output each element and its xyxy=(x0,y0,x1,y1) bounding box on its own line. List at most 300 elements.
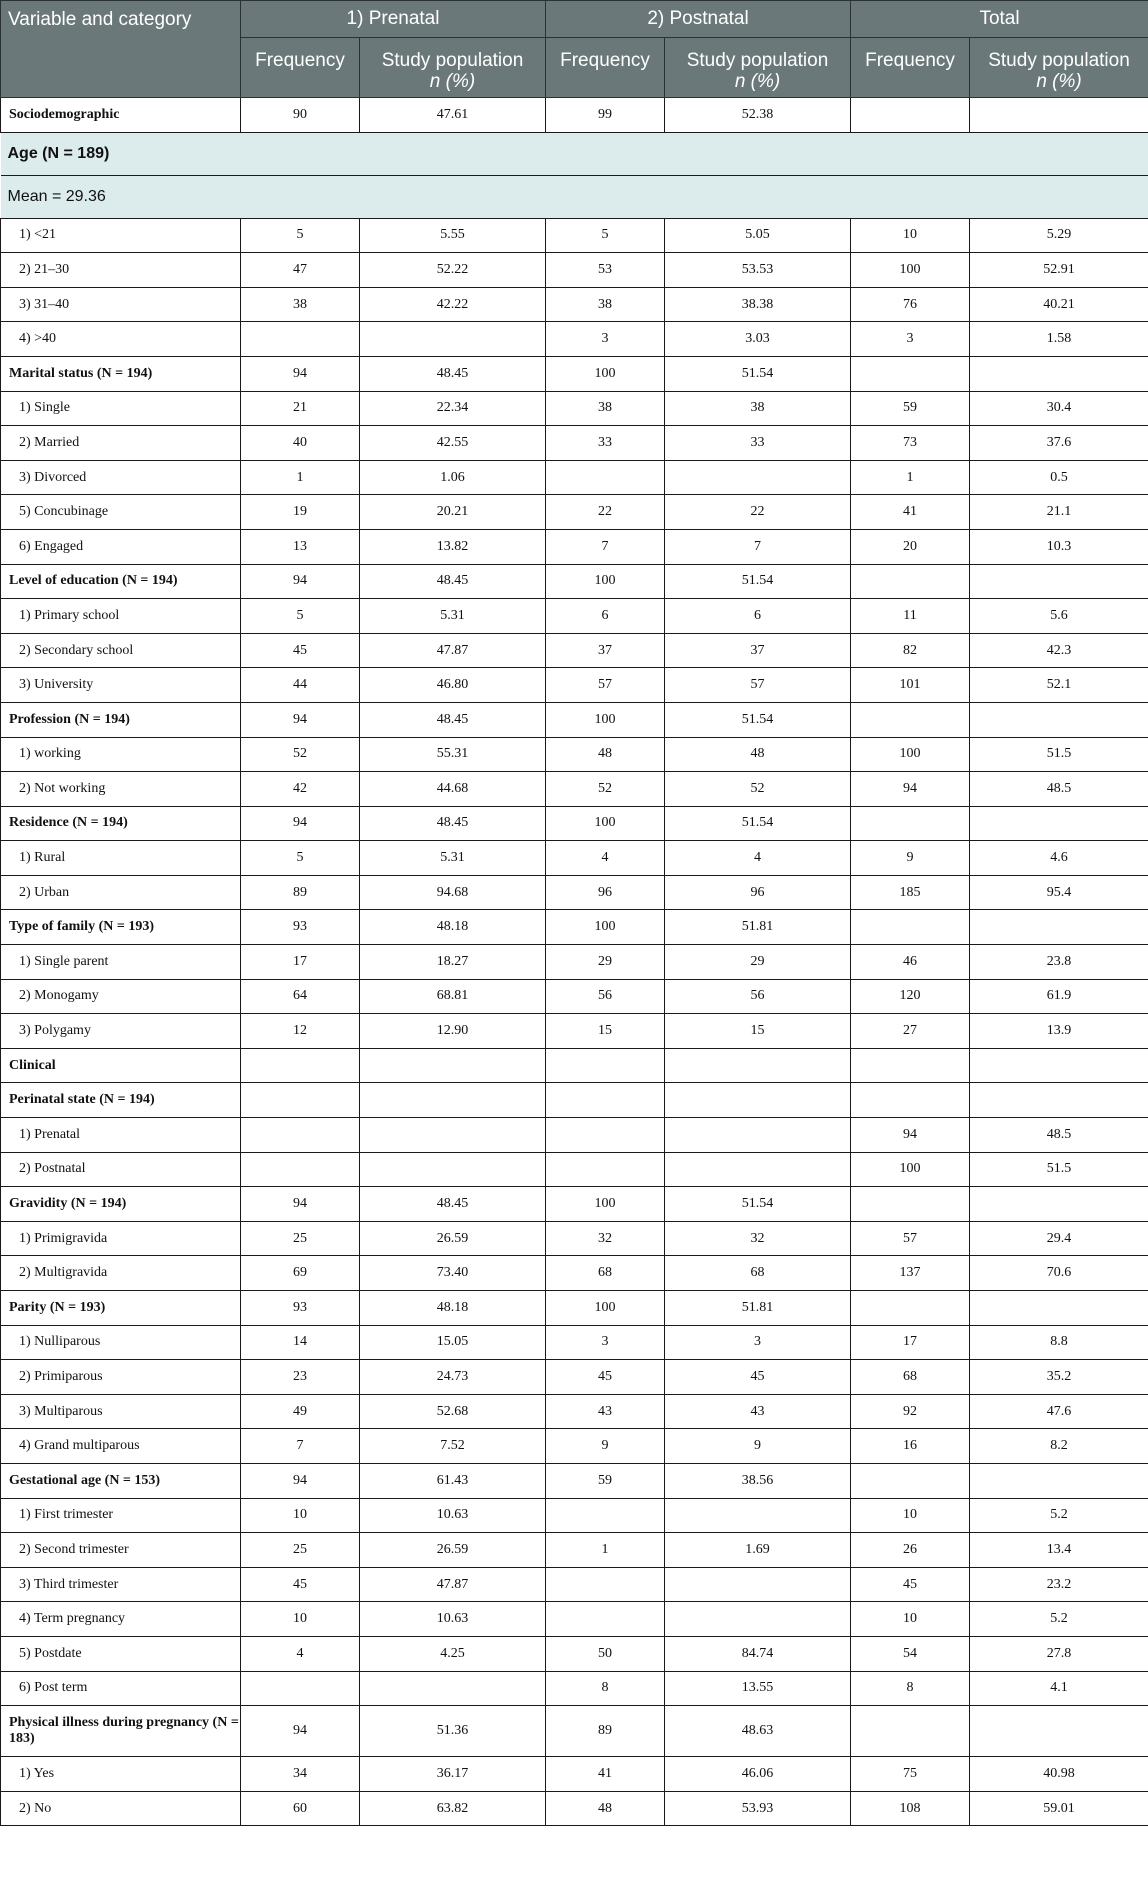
cell-postnatal-frequency: 3 xyxy=(546,1325,665,1360)
cell-prenatal-frequency: 45 xyxy=(241,1567,360,1602)
cell-postnatal-frequency: 100 xyxy=(546,564,665,599)
row-label: Parity (N = 193) xyxy=(1,1291,241,1326)
cell-postnatal-frequency: 89 xyxy=(546,1706,665,1757)
cell-postnatal-percent: 48 xyxy=(665,737,851,772)
cell-total-frequency xyxy=(851,910,970,945)
cell-total-frequency: 10 xyxy=(851,218,970,253)
cell-total-percent: 0.5 xyxy=(970,460,1148,495)
cell-total-frequency xyxy=(851,806,970,841)
cell-total-frequency: 11 xyxy=(851,599,970,634)
cell-prenatal-frequency: 47 xyxy=(241,253,360,288)
cell-prenatal-percent: 4.25 xyxy=(360,1636,546,1671)
table-row xyxy=(1,98,1148,133)
cell-postnatal-frequency: 37 xyxy=(546,633,665,668)
cell-total-percent: 35.2 xyxy=(970,1360,1148,1395)
row-label: 5) Concubinage xyxy=(1,495,241,530)
row-label: 1) Primary school xyxy=(1,599,241,634)
table-row xyxy=(1,1048,1148,1083)
cell-postnatal-frequency: 100 xyxy=(546,1187,665,1222)
cell-postnatal-percent: 48.63 xyxy=(665,1706,851,1757)
cell-total-percent: 8.8 xyxy=(970,1325,1148,1360)
cell-total-percent xyxy=(970,98,1148,133)
cell-prenatal-percent: 5.31 xyxy=(360,599,546,634)
header-study-label: Study population xyxy=(988,50,1130,71)
cell-prenatal-percent: 7.52 xyxy=(360,1429,546,1464)
row-label: 1) working xyxy=(1,737,241,772)
cell-prenatal-frequency: 44 xyxy=(241,668,360,703)
cell-postnatal-frequency: 48 xyxy=(546,1791,665,1826)
cell-postnatal-percent xyxy=(665,1152,851,1187)
row-label: 1) Prenatal xyxy=(1,1118,241,1153)
cell-prenatal-percent: 48.45 xyxy=(360,702,546,737)
row-label: 2) Multigravida xyxy=(1,1256,241,1291)
cell-total-frequency: 45 xyxy=(851,1567,970,1602)
header-study-population xyxy=(970,38,1148,98)
cell-prenatal-frequency: 5 xyxy=(241,599,360,634)
age-band: Age (N = 189) xyxy=(1,132,1148,175)
cell-postnatal-frequency: 9 xyxy=(546,1429,665,1464)
table-row xyxy=(1,253,1148,288)
cell-prenatal-frequency: 93 xyxy=(241,1291,360,1326)
cell-prenatal-percent: 61.43 xyxy=(360,1463,546,1498)
cell-postnatal-frequency: 100 xyxy=(546,356,665,391)
cell-total-percent xyxy=(970,356,1148,391)
table-row xyxy=(1,1533,1148,1568)
band-row-age xyxy=(1,132,1148,175)
cell-total-percent: 13.4 xyxy=(970,1533,1148,1568)
row-label: Gestational age (N = 153) xyxy=(1,1463,241,1498)
cell-prenatal-percent xyxy=(360,1152,546,1187)
cell-prenatal-percent: 52.22 xyxy=(360,253,546,288)
cell-prenatal-frequency: 45 xyxy=(241,633,360,668)
cell-prenatal-percent: 42.22 xyxy=(360,287,546,322)
cell-total-frequency: 20 xyxy=(851,529,970,564)
table-row xyxy=(1,1394,1148,1429)
cell-postnatal-frequency xyxy=(546,1498,665,1533)
cell-prenatal-percent xyxy=(360,322,546,357)
table-row xyxy=(1,218,1148,253)
header-study-population xyxy=(665,38,851,98)
cell-prenatal-percent: 48.45 xyxy=(360,806,546,841)
cell-total-frequency: 9 xyxy=(851,841,970,876)
cell-total-frequency: 54 xyxy=(851,1636,970,1671)
cell-total-percent: 95.4 xyxy=(970,875,1148,910)
cell-prenatal-frequency: 4 xyxy=(241,1636,360,1671)
cell-prenatal-frequency: 52 xyxy=(241,737,360,772)
cell-total-frequency xyxy=(851,1291,970,1326)
table-header xyxy=(1,1,1148,98)
cell-postnatal-percent: 46.06 xyxy=(665,1757,851,1792)
cell-prenatal-frequency: 19 xyxy=(241,495,360,530)
cell-prenatal-percent: 1.06 xyxy=(360,460,546,495)
cell-total-percent: 5.29 xyxy=(970,218,1148,253)
table-row xyxy=(1,1463,1148,1498)
cell-postnatal-percent: 96 xyxy=(665,875,851,910)
cell-postnatal-frequency: 15 xyxy=(546,1014,665,1049)
row-label: 5) Postdate xyxy=(1,1636,241,1671)
cell-postnatal-percent: 51.54 xyxy=(665,702,851,737)
cell-postnatal-percent: 4 xyxy=(665,841,851,876)
table-row xyxy=(1,1014,1148,1049)
row-label: 2) Urban xyxy=(1,875,241,910)
cell-prenatal-percent xyxy=(360,1048,546,1083)
cell-prenatal-frequency: 60 xyxy=(241,1791,360,1826)
cell-total-percent: 70.6 xyxy=(970,1256,1148,1291)
cell-postnatal-percent: 51.81 xyxy=(665,1291,851,1326)
cell-prenatal-frequency: 12 xyxy=(241,1014,360,1049)
cell-prenatal-frequency xyxy=(241,1118,360,1153)
row-label: Residence (N = 194) xyxy=(1,806,241,841)
cell-prenatal-frequency: 5 xyxy=(241,218,360,253)
row-label: Gravidity (N = 194) xyxy=(1,1187,241,1222)
cell-postnatal-frequency: 57 xyxy=(546,668,665,703)
cell-total-percent: 61.9 xyxy=(970,979,1148,1014)
cell-postnatal-percent: 32 xyxy=(665,1221,851,1256)
cell-total-percent: 52.91 xyxy=(970,253,1148,288)
cell-prenatal-frequency: 42 xyxy=(241,772,360,807)
table-row xyxy=(1,979,1148,1014)
cell-postnatal-percent: 52.38 xyxy=(665,98,851,133)
row-label: 3) University xyxy=(1,668,241,703)
table-row xyxy=(1,702,1148,737)
cell-prenatal-percent: 10.63 xyxy=(360,1498,546,1533)
cell-total-percent: 40.98 xyxy=(970,1757,1148,1792)
cell-total-frequency: 92 xyxy=(851,1394,970,1429)
table-row xyxy=(1,806,1148,841)
cell-postnatal-percent: 51.81 xyxy=(665,910,851,945)
table-row xyxy=(1,1498,1148,1533)
cell-total-percent: 8.2 xyxy=(970,1429,1148,1464)
cell-prenatal-percent: 18.27 xyxy=(360,945,546,980)
cell-postnatal-percent: 53.93 xyxy=(665,1791,851,1826)
cell-postnatal-percent: 57 xyxy=(665,668,851,703)
cell-prenatal-frequency: 1 xyxy=(241,460,360,495)
cell-total-percent xyxy=(970,1083,1148,1118)
row-label: 1) Single xyxy=(1,391,241,426)
cell-prenatal-percent: 26.59 xyxy=(360,1533,546,1568)
cell-postnatal-frequency: 5 xyxy=(546,218,665,253)
cell-prenatal-frequency: 69 xyxy=(241,1256,360,1291)
cell-prenatal-frequency: 93 xyxy=(241,910,360,945)
header-frequency: Frequency xyxy=(241,38,360,98)
row-label: 2) Primiparous xyxy=(1,1360,241,1395)
row-label: 2) Secondary school xyxy=(1,633,241,668)
cell-total-percent: 5.6 xyxy=(970,599,1148,634)
cell-prenatal-frequency xyxy=(241,322,360,357)
cell-total-percent: 4.1 xyxy=(970,1671,1148,1706)
header-group-total: Total xyxy=(851,1,1148,38)
cell-total-frequency: 100 xyxy=(851,737,970,772)
cell-prenatal-frequency: 25 xyxy=(241,1533,360,1568)
row-label: 2) Married xyxy=(1,426,241,461)
cell-total-percent: 1.58 xyxy=(970,322,1148,357)
cell-prenatal-frequency xyxy=(241,1152,360,1187)
table-row xyxy=(1,1791,1148,1826)
cell-prenatal-percent: 44.68 xyxy=(360,772,546,807)
cell-postnatal-percent: 5.05 xyxy=(665,218,851,253)
cell-total-frequency xyxy=(851,1463,970,1498)
cell-postnatal-frequency: 1 xyxy=(546,1533,665,1568)
cell-prenatal-percent: 46.80 xyxy=(360,668,546,703)
cell-total-frequency: 57 xyxy=(851,1221,970,1256)
row-label: Perinatal state (N = 194) xyxy=(1,1083,241,1118)
cell-prenatal-percent: 94.68 xyxy=(360,875,546,910)
cell-postnatal-percent: 51.54 xyxy=(665,564,851,599)
table-row xyxy=(1,633,1148,668)
table-row xyxy=(1,1291,1148,1326)
cell-prenatal-frequency: 49 xyxy=(241,1394,360,1429)
cell-total-frequency: 8 xyxy=(851,1671,970,1706)
cell-total-percent: 59.01 xyxy=(970,1791,1148,1826)
cell-total-percent xyxy=(970,1463,1148,1498)
cell-postnatal-frequency: 48 xyxy=(546,737,665,772)
table-row xyxy=(1,564,1148,599)
cell-total-percent: 40.21 xyxy=(970,287,1148,322)
row-label: 4) >40 xyxy=(1,322,241,357)
table-row xyxy=(1,460,1148,495)
cell-total-percent: 5.2 xyxy=(970,1498,1148,1533)
cell-prenatal-frequency: 7 xyxy=(241,1429,360,1464)
table-row xyxy=(1,1429,1148,1464)
table-row xyxy=(1,322,1148,357)
cell-total-percent: 51.5 xyxy=(970,1152,1148,1187)
row-label: 1) Single parent xyxy=(1,945,241,980)
cell-prenatal-frequency: 89 xyxy=(241,875,360,910)
cell-postnatal-percent: 38 xyxy=(665,391,851,426)
cell-total-frequency: 1 xyxy=(851,460,970,495)
row-label: 2) No xyxy=(1,1791,241,1826)
row-label: 2) Monogamy xyxy=(1,979,241,1014)
cell-total-frequency: 73 xyxy=(851,426,970,461)
cell-prenatal-percent: 48.18 xyxy=(360,910,546,945)
row-label: 6) Engaged xyxy=(1,529,241,564)
cell-prenatal-percent: 24.73 xyxy=(360,1360,546,1395)
cell-total-frequency: 68 xyxy=(851,1360,970,1395)
table-row xyxy=(1,391,1148,426)
cell-postnatal-frequency: 8 xyxy=(546,1671,665,1706)
header-group-prenatal: 1) Prenatal xyxy=(241,1,546,38)
cell-total-percent: 52.1 xyxy=(970,668,1148,703)
cell-total-frequency: 59 xyxy=(851,391,970,426)
cell-total-percent: 10.3 xyxy=(970,529,1148,564)
cell-total-frequency xyxy=(851,1706,970,1757)
cell-total-frequency: 94 xyxy=(851,1118,970,1153)
cell-postnatal-frequency xyxy=(546,1118,665,1153)
cell-total-percent xyxy=(970,564,1148,599)
header-study-population xyxy=(360,38,546,98)
cell-postnatal-frequency: 100 xyxy=(546,806,665,841)
cell-postnatal-percent xyxy=(665,1498,851,1533)
row-label: 1) Primigravida xyxy=(1,1221,241,1256)
cell-total-percent: 47.6 xyxy=(970,1394,1148,1429)
cell-postnatal-frequency: 29 xyxy=(546,945,665,980)
cell-prenatal-percent: 55.31 xyxy=(360,737,546,772)
table-row xyxy=(1,1152,1148,1187)
cell-total-frequency: 120 xyxy=(851,979,970,1014)
cell-postnatal-frequency: 53 xyxy=(546,253,665,288)
row-label: 6) Post term xyxy=(1,1671,241,1706)
cell-total-percent: 23.8 xyxy=(970,945,1148,980)
cell-total-percent: 13.9 xyxy=(970,1014,1148,1049)
cell-postnatal-percent: 45 xyxy=(665,1360,851,1395)
cell-postnatal-frequency: 100 xyxy=(546,702,665,737)
header-study-label: Study population xyxy=(381,50,524,71)
cell-prenatal-frequency: 13 xyxy=(241,529,360,564)
cell-total-frequency xyxy=(851,356,970,391)
cell-postnatal-frequency: 56 xyxy=(546,979,665,1014)
cell-prenatal-percent: 48.45 xyxy=(360,1187,546,1222)
cell-total-frequency: 75 xyxy=(851,1757,970,1792)
cell-postnatal-frequency xyxy=(546,460,665,495)
cell-postnatal-percent xyxy=(665,1602,851,1637)
cell-postnatal-frequency: 22 xyxy=(546,495,665,530)
table-row xyxy=(1,1636,1148,1671)
cell-total-frequency: 100 xyxy=(851,1152,970,1187)
cell-total-percent: 48.5 xyxy=(970,1118,1148,1153)
table-row xyxy=(1,1360,1148,1395)
table-row xyxy=(1,945,1148,980)
row-label: Profession (N = 194) xyxy=(1,702,241,737)
cell-postnatal-frequency: 50 xyxy=(546,1636,665,1671)
cell-prenatal-frequency: 90 xyxy=(241,98,360,133)
cell-postnatal-frequency: 99 xyxy=(546,98,665,133)
cell-postnatal-percent: 15 xyxy=(665,1014,851,1049)
cell-total-percent xyxy=(970,1706,1148,1757)
cell-total-percent xyxy=(970,806,1148,841)
row-label: 3) 31–40 xyxy=(1,287,241,322)
cell-postnatal-frequency: 38 xyxy=(546,287,665,322)
cell-prenatal-percent: 22.34 xyxy=(360,391,546,426)
table-row xyxy=(1,356,1148,391)
cell-prenatal-percent: 26.59 xyxy=(360,1221,546,1256)
cell-postnatal-percent: 1.69 xyxy=(665,1533,851,1568)
cell-total-frequency: 101 xyxy=(851,668,970,703)
cell-prenatal-percent xyxy=(360,1671,546,1706)
cell-total-frequency: 137 xyxy=(851,1256,970,1291)
cell-postnatal-frequency: 4 xyxy=(546,841,665,876)
cell-postnatal-percent: 52 xyxy=(665,772,851,807)
cell-postnatal-percent: 38.38 xyxy=(665,287,851,322)
table-row xyxy=(1,875,1148,910)
row-label: 1) Rural xyxy=(1,841,241,876)
header-frequency: Frequency xyxy=(546,38,665,98)
cell-postnatal-percent: 29 xyxy=(665,945,851,980)
cell-total-percent: 27.8 xyxy=(970,1636,1148,1671)
cell-prenatal-frequency xyxy=(241,1671,360,1706)
table-row xyxy=(1,841,1148,876)
row-label: 1) Yes xyxy=(1,1757,241,1792)
cell-total-frequency: 108 xyxy=(851,1791,970,1826)
cell-total-percent: 51.5 xyxy=(970,737,1148,772)
cell-prenatal-percent: 15.05 xyxy=(360,1325,546,1360)
cell-prenatal-percent: 52.68 xyxy=(360,1394,546,1429)
cell-prenatal-percent: 5.55 xyxy=(360,218,546,253)
cell-total-percent xyxy=(970,1048,1148,1083)
cell-prenatal-percent: 42.55 xyxy=(360,426,546,461)
cell-postnatal-percent: 9 xyxy=(665,1429,851,1464)
cell-postnatal-frequency: 52 xyxy=(546,772,665,807)
cell-postnatal-percent xyxy=(665,1118,851,1153)
cell-postnatal-percent: 84.74 xyxy=(665,1636,851,1671)
row-label: 4) Grand multiparous xyxy=(1,1429,241,1464)
cell-postnatal-frequency xyxy=(546,1152,665,1187)
cell-prenatal-percent: 10.63 xyxy=(360,1602,546,1637)
header-npct: n (%) xyxy=(734,71,781,92)
table-row xyxy=(1,495,1148,530)
table-row xyxy=(1,1221,1148,1256)
cell-postnatal-percent xyxy=(665,460,851,495)
table-row xyxy=(1,668,1148,703)
cell-prenatal-percent xyxy=(360,1118,546,1153)
table-body xyxy=(1,98,1148,1826)
cell-total-frequency xyxy=(851,1187,970,1222)
cell-total-frequency xyxy=(851,1083,970,1118)
cell-prenatal-frequency: 34 xyxy=(241,1757,360,1792)
row-label: 3) Polygamy xyxy=(1,1014,241,1049)
cell-postnatal-frequency: 41 xyxy=(546,1757,665,1792)
cell-postnatal-percent: 22 xyxy=(665,495,851,530)
cell-postnatal-percent: 38.56 xyxy=(665,1463,851,1498)
cell-total-percent: 48.5 xyxy=(970,772,1148,807)
cell-prenatal-percent: 47.61 xyxy=(360,98,546,133)
row-label: Type of family (N = 193) xyxy=(1,910,241,945)
cell-postnatal-frequency: 100 xyxy=(546,1291,665,1326)
cell-prenatal-percent: 48.45 xyxy=(360,564,546,599)
row-label: Sociodemographic xyxy=(1,98,241,133)
cell-prenatal-percent: 36.17 xyxy=(360,1757,546,1792)
header-study-label: Study population xyxy=(686,50,829,71)
cell-prenatal-frequency: 64 xyxy=(241,979,360,1014)
row-label: 3) Multiparous xyxy=(1,1394,241,1429)
cell-postnatal-percent: 6 xyxy=(665,599,851,634)
cell-postnatal-frequency xyxy=(546,1083,665,1118)
cell-total-percent: 37.6 xyxy=(970,426,1148,461)
cell-prenatal-frequency: 94 xyxy=(241,1463,360,1498)
cell-postnatal-frequency xyxy=(546,1602,665,1637)
cell-prenatal-frequency xyxy=(241,1083,360,1118)
cell-total-frequency xyxy=(851,702,970,737)
header-group-postnatal: 2) Postnatal xyxy=(546,1,851,38)
cell-total-frequency: 82 xyxy=(851,633,970,668)
cell-postnatal-frequency: 33 xyxy=(546,426,665,461)
table-row xyxy=(1,599,1148,634)
cell-total-percent: 21.1 xyxy=(970,495,1148,530)
cell-postnatal-frequency: 100 xyxy=(546,910,665,945)
row-label: 1) First trimester xyxy=(1,1498,241,1533)
cell-postnatal-percent xyxy=(665,1048,851,1083)
cell-total-percent: 29.4 xyxy=(970,1221,1148,1256)
table-row xyxy=(1,1256,1148,1291)
cell-prenatal-frequency: 94 xyxy=(241,1706,360,1757)
cell-total-frequency: 26 xyxy=(851,1533,970,1568)
cell-postnatal-frequency xyxy=(546,1048,665,1083)
cell-prenatal-percent: 68.81 xyxy=(360,979,546,1014)
table-row xyxy=(1,910,1148,945)
table-row xyxy=(1,1083,1148,1118)
cell-prenatal-frequency: 38 xyxy=(241,287,360,322)
mean-band: Mean = 29.36 xyxy=(1,175,1148,218)
cell-postnatal-frequency: 7 xyxy=(546,529,665,564)
row-label: 3) Divorced xyxy=(1,460,241,495)
row-label: Clinical xyxy=(1,1048,241,1083)
cell-postnatal-percent: 53.53 xyxy=(665,253,851,288)
cell-total-percent: 42.3 xyxy=(970,633,1148,668)
cell-prenatal-frequency: 40 xyxy=(241,426,360,461)
cell-postnatal-frequency: 59 xyxy=(546,1463,665,1498)
cell-postnatal-percent: 13.55 xyxy=(665,1671,851,1706)
table-row xyxy=(1,1567,1148,1602)
cell-postnatal-frequency: 3 xyxy=(546,322,665,357)
